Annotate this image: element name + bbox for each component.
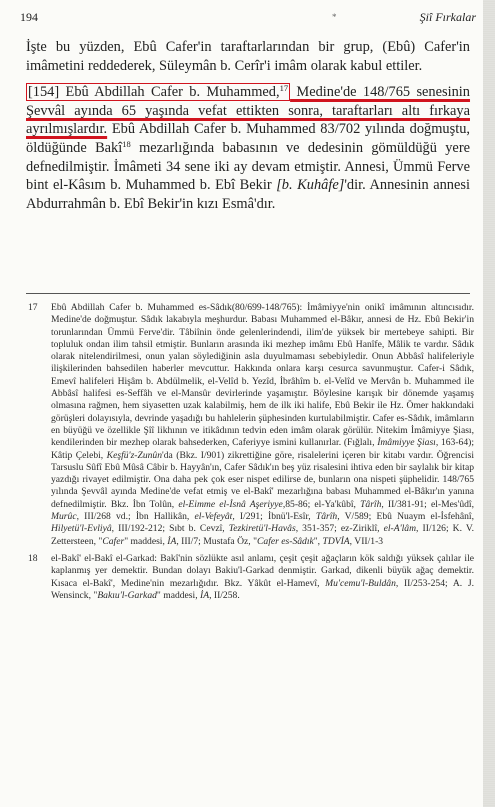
- main-text: [26, 38, 470, 213]
- footnote-number: 17: [28, 302, 38, 313]
- footnote-text: Ebû Abdillah Cafer b. Muhammed es-Sâdık(80/699-148/765): İmâmiyye'nin onikî imâmının altıncısıdır. Medine'de doğmuştur. Sâdık lakabıyla meşhurdur. Babası Muhammed el-Bâkır, annesi de Hz. Ebû Bekir'in torunlarından Ümmü Ferve'dir. Tâbiînin önde gelenlerindendi, ilim'de yüksek bir mertebeye sahipti. Bir topluluk ondan ilim tahsil etmiştir. Bunların arasında iki mezhep imâmı Ebû Hanîfe, Mâlik te vardır. Sâdık olarak nitelendirilmesi, onun yalan söylediğinin asla duyulmaması sebebiyledir. Onun Abbâsî halifeleriyle ilişkilerinden bahsedilen haberler mevcuttur. Hakkında onlara karşı cesurca savunmuştur. Cafer-i Sâdık, Emevî halifeleri Hişâm b. Abdülmelik, el-Velîd b. Yezîd, İbrâhîm b. el-Velîd ve Mervân b. Muhammed ile Abbâsî halifesi es-Seffâh ve el-Mansûr devirlerinde yaşamıştır. Böylesine karışık bir dönemde yaşamış olmasına rağmen, hem siyasetten uzak kalabilmiş, hem de ilk iki halife, Ebû Bekir ile Hz. Ömer hakkındaki görüşleri dolayısıyla, devrinde yaşadığı bu hahlelerin şüphesinden kurtulabilmiştir. Cafer es-Sâdık, imâmların en büyüğü ve özellikle Şîî likhının ve itikâdının tedvin eden imâm olarak görülür. Nitekim İmâmiyye Şiası, kendilerinden bir mezhep olarak bahsederken, Caferiyye ismini kullanırlar. (Fığlalı, İmâmiyye Şiası, 163-64); Kâtip Çelebi, Keşfü'z-Zunûn'da (Bkz. I/901) zikrettiğine göre, risalelerini içeren bir kitabı vardır. Öğrencisi Tarsuslu Sûfî Ebû Mûsâ Câbir b. Hayyân'ın, Cafer Sâdık'ın beş yüz risalesini ihtiva eden bir saylalık bir kitap yazdığı rivayet edilmiştir. Ona daha pek çok eser nispet edilirse de, bunların ona nispeti şüphelidir. 148/765 yılında Şevvâl ayında Medine'de vefat etmiş ve el-Bakî' mezarlığına babası Muhammed el-Bâkır'ın yanına defnedilmiştir. Bkz. İbn Tolûn, el-Eimme el-İsnâ Aşeriyye,85-86; el-Ya'kûbî, Târîh, II/381-91; el-Mes'ûdî, Murûc, III/268 vd.; İbn Hallikân, el-Vefeyât, I/291; İbnü'l-Esîr, Târîh, V/589; Ebû Nuaym el-İsfehânî, Hilyetü'l-Evliyâ, III/192-212; Sıbt b. Cevzî, Tezkiretü'l-Havâs, 351-357; ez-Ziriklî, el-A'lâm, II/126; K. V. Zettersteen, "Cafer" maddesi, İA, III/7; Mustafa Öz, "Cafer es-Sâdık", TDVİA, VII/1-3: [51, 302, 475, 547]
- footnote-number: 18: [28, 552, 38, 564]
- paragraph-1: İşte bu yüzden, Ebû Cafer'in taraftarlarından bir grup, (Ebû) Cafer'in imâmetini reddederek, Süleymân b. Cerîr'i imâm olarak kabul ettiler.: [26, 39, 470, 74]
- footnote-divider: [26, 293, 470, 294]
- footnote-ref-18[interactable]: 18: [122, 138, 131, 149]
- footnote-18: [22, 553, 474, 602]
- kuhafe-reference: [b. Kuhâfe]: [276, 177, 345, 194]
- footnote-ref-17[interactable]: 17: [279, 83, 289, 94]
- footnotes: [22, 302, 474, 602]
- footnote-17: [22, 302, 474, 548]
- page-header: [20, 10, 476, 28]
- footnote-text: el-Bakî' el-Bakî el-Garkad: Bakî'nin sözlükte asıl anlamı, çeşit çeşit ağaçların kök saldığı yüksek çalılar ile kaplanmış yer demektir. Bundan dolayı Bakiu'l-Garkad denmiştir. Garkad, dikenli büyük ağaç demektir. Kısaca el-Bakî', Medine'nin mezarlığıdır. Bkz. Yâkût el-Hamevî, Mu'cemu'l-Buldân, II/253-254; A. J. Wensinck, "Bakıu'l-Garkad" maddesi, İA, II/258.: [51, 552, 474, 601]
- highlighted-heading: [154] Ebû Abdillah Cafer b. Muhammed,$^{17}$: [28, 83, 289, 101]
- stray-mark: *: [332, 12, 337, 22]
- paragraph-2-text-end: 'dir. Annesinin annesi Abdurrahmân b. Ebî Bekir'in kızı Esmâ'dır.: [26, 177, 470, 212]
- paragraph-2-text-cont: mezarlığında babasının ve dedesinin gömüldüğü yere defnedilmiştir. İmâmeti 34 sene iki ay devam etmiştir. Annesi, Ümmü Ferve bint el-Kâsım b. Muhammed b. Ebî Bekir: [26, 139, 471, 194]
- paragraph-2: [26, 83, 470, 213]
- page-number: 194: [20, 10, 38, 24]
- page-edge-shadow: [483, 0, 495, 807]
- underlined-passage: Medine'de 148/765 senesinin Şevvâl ayında 65 yaşında vefat ettikten sonra, taraftarları altı fırkaya ayrılmışlardır.: [26, 84, 471, 138]
- paragraph-2-text: Ebû Abdillah Cafer b. Muhammed 83/702 yılında doğmuştu, öldüğünde Bakî: [26, 121, 470, 156]
- running-title: Şiî Fırkalar: [419, 10, 476, 24]
